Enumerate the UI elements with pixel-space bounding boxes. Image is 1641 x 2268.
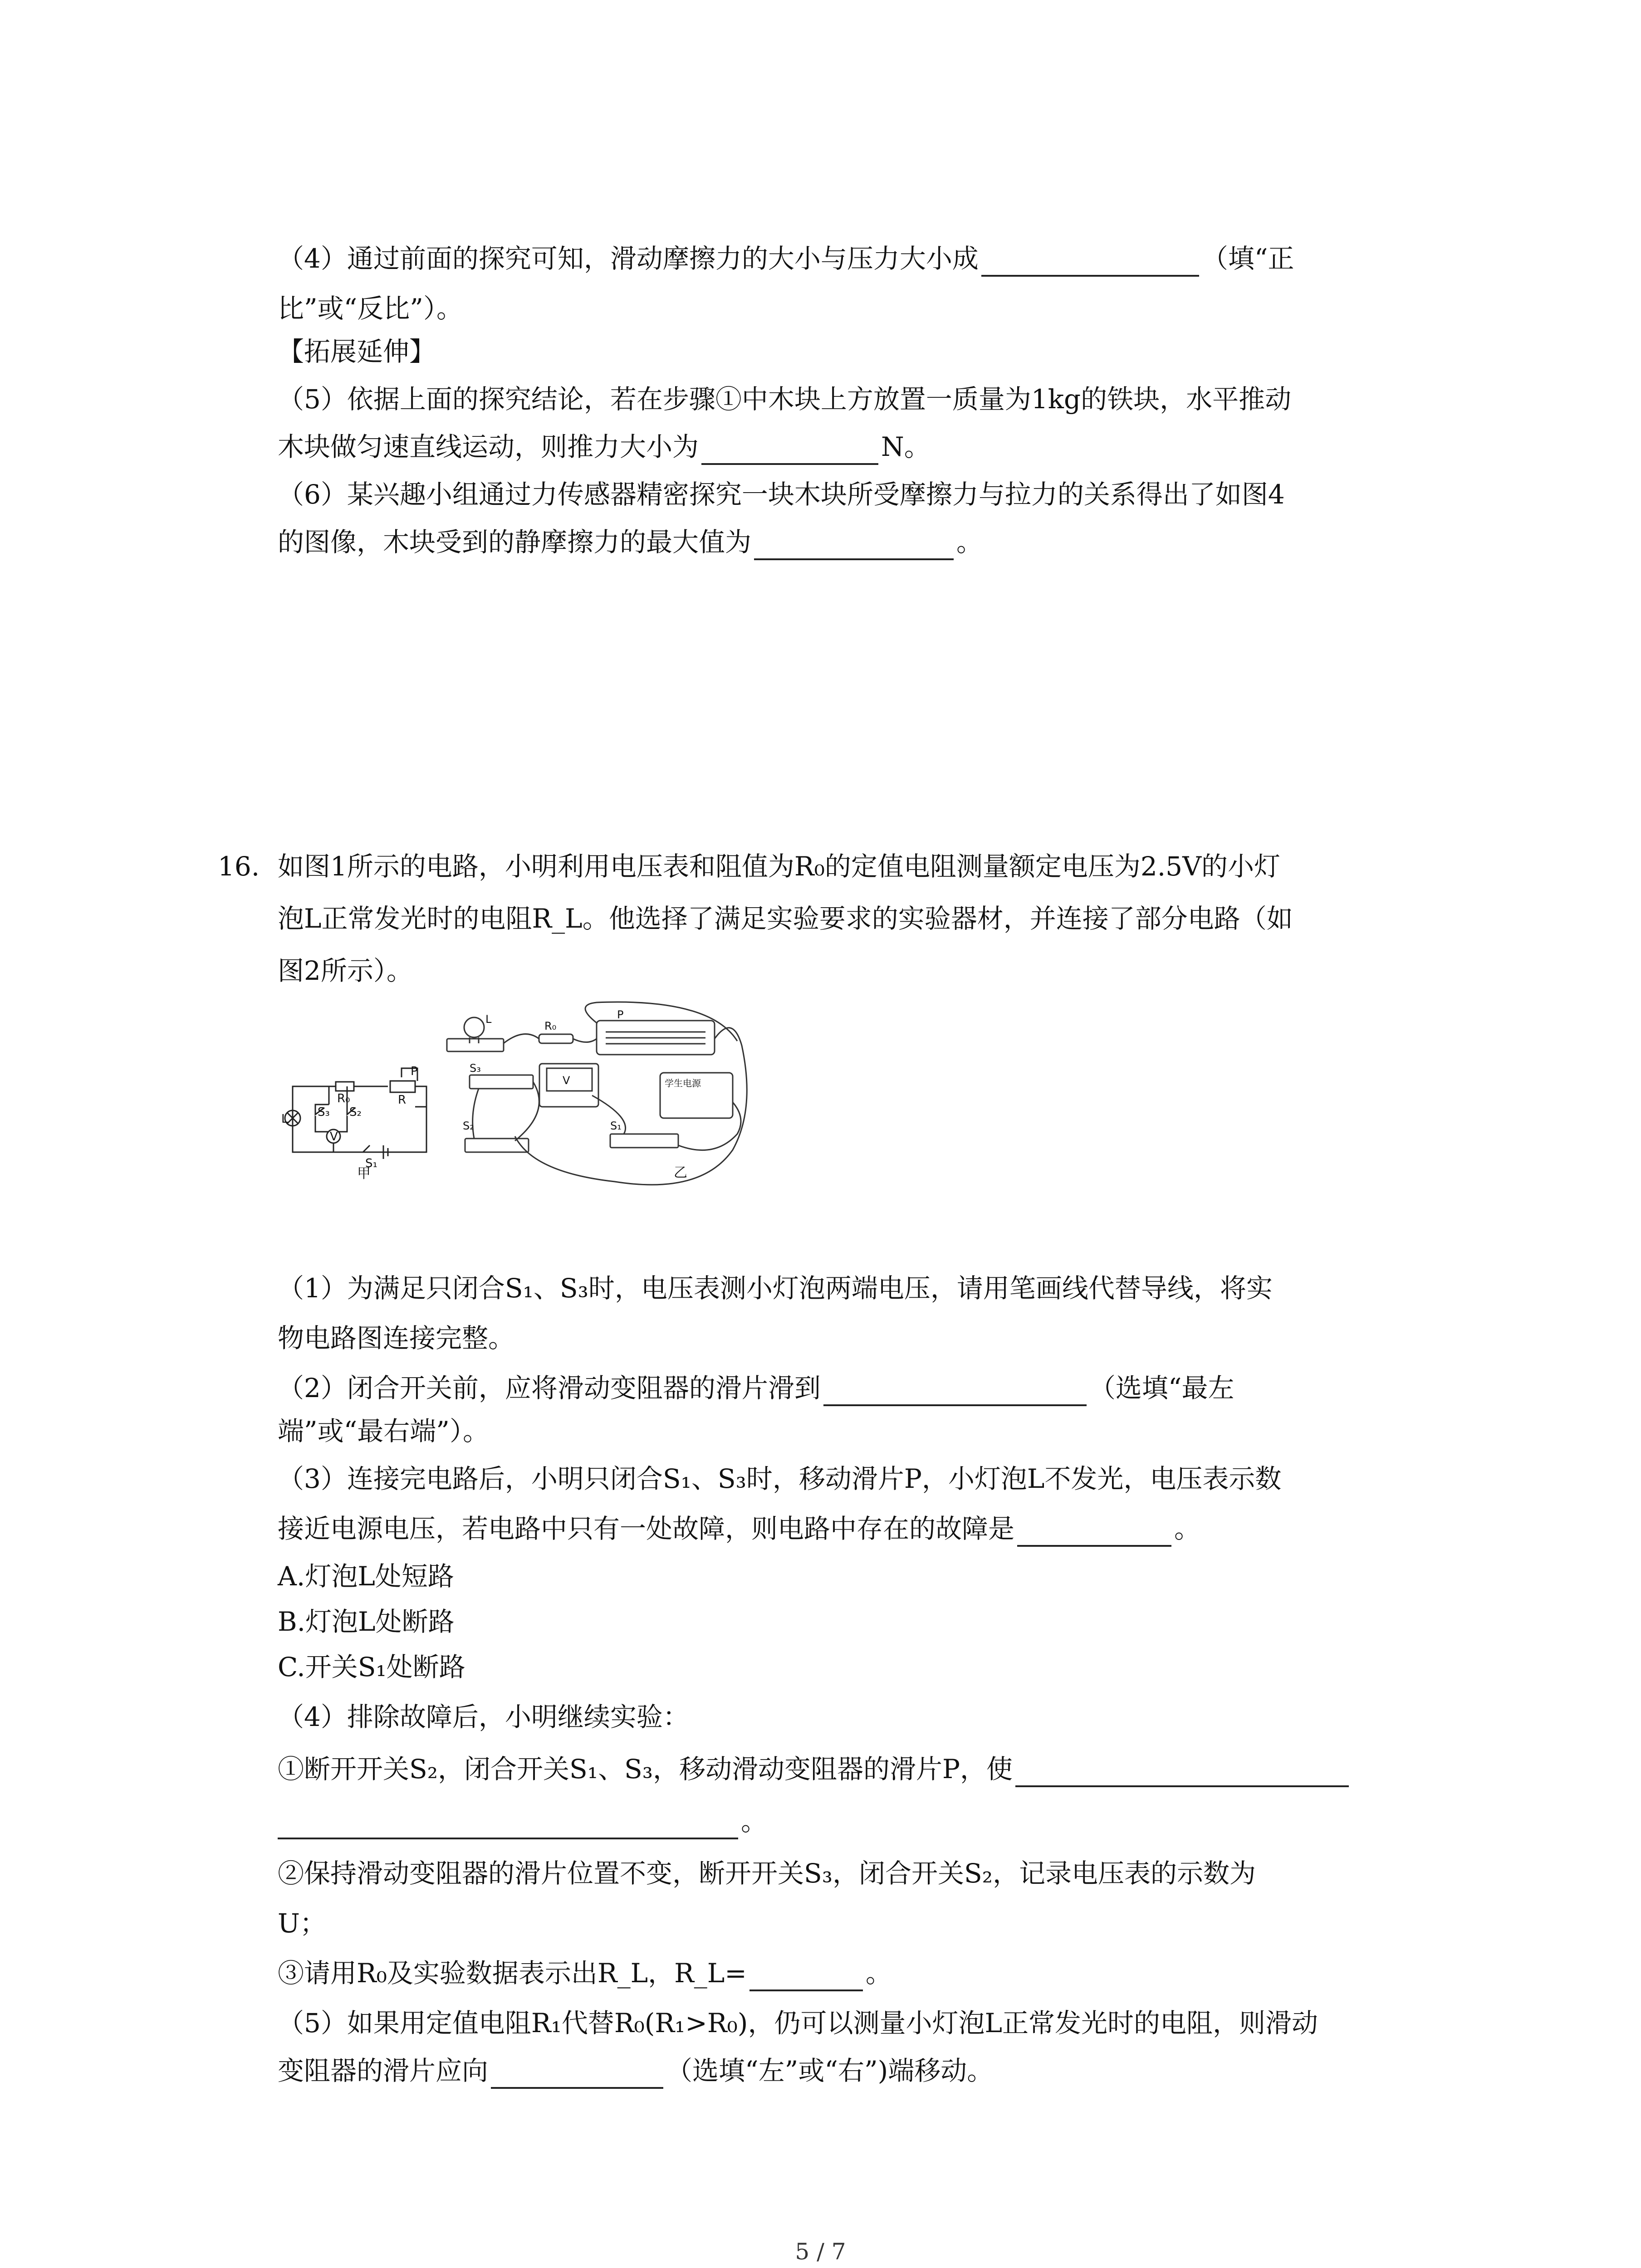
svg-text:L: L <box>485 1013 492 1026</box>
physical-labels <box>463 1008 701 1181</box>
svg-text:R₀: R₀ <box>337 1092 350 1105</box>
svg-text:V: V <box>330 1130 338 1144</box>
q16-part5-line1: （5）如果用定值电阻R₁代替R₀(R₁>R₀)，仍可以测量小灯泡L正常发光时的电阻，则滑动 <box>278 2008 1318 2038</box>
q16-intro-line3: 图2所示）。 <box>278 955 413 986</box>
option-b: B.灯泡L处断路 <box>278 1606 455 1637</box>
answer-blank[interactable] <box>981 247 1199 277</box>
q16-part2-line1: （2）闭合开关前，应将滑动变阻器的滑片滑到 （选填“最左 <box>278 1370 1234 1406</box>
extension-heading: 【拓展延伸】 <box>278 336 436 367</box>
page-number: 5 / 7 <box>795 2239 846 2265</box>
answer-blank[interactable] <box>823 1376 1087 1406</box>
q15-part5-line1: （5）依据上面的探究结论，若在步骤①中木块上方放置一质量为1kg的铁块，水平推动 <box>278 384 1292 415</box>
svg-text:R₀: R₀ <box>544 1020 557 1032</box>
q16-step1-line1: ①断开开关S₂，闭合开关S₁、S₃，移动滑动变阻器的滑片P，使 <box>278 1751 1352 1787</box>
answer-blank[interactable] <box>749 1961 863 1991</box>
q15-part6-line1: （6）某兴趣小组通过力传感器精密探究一块木块所受摩擦力与拉力的关系得出了如图4 <box>278 479 1285 510</box>
answer-blank[interactable] <box>1015 1757 1349 1787</box>
svg-text:V: V <box>563 1074 570 1087</box>
svg-text:甲: 甲 <box>357 1166 371 1182</box>
q16-step3: ③请用R₀及实验数据表示出R_L，R_L= 。 <box>278 1955 892 1991</box>
q15-part4-line2: 比”或“反比”）。 <box>278 293 463 324</box>
answer-blank[interactable] <box>278 1809 738 1839</box>
option-a: A.灯泡L处短路 <box>278 1561 454 1592</box>
q16-part3-line2: 接近电源电压，若电路中只有一处故障，则电路中存在的故障是 。 <box>278 1510 1200 1547</box>
q16-step2-line2: U； <box>278 1908 326 1939</box>
answer-blank[interactable] <box>491 2059 663 2089</box>
svg-text:L: L <box>281 1112 288 1126</box>
svg-text:S₃: S₃ <box>470 1062 481 1075</box>
q16-part1-line2: 物电路图连接完整。 <box>278 1323 515 1354</box>
physical-circuit <box>447 1002 747 1185</box>
svg-text:R: R <box>398 1093 407 1107</box>
svg-text:S₁: S₁ <box>610 1119 622 1132</box>
option-c: C.开关S₁处断路 <box>278 1652 465 1682</box>
answer-blank[interactable] <box>754 530 954 560</box>
q15-part4-line1: （4）通过前面的探究可知，滑动摩擦力的大小与压力大小成 （填“正 <box>278 240 1294 277</box>
svg-text:P: P <box>411 1065 418 1078</box>
q15-part5-line2: 木块做匀速直线运动，则推力大小为 N。 <box>278 429 931 465</box>
answer-blank[interactable] <box>1017 1517 1171 1547</box>
q16-part1-line1: （1）为满足只闭合S₁、S₃时，电压表测小灯泡两端电压，请用笔画线代替导线，将实 <box>278 1273 1273 1304</box>
question-number: 16. <box>218 851 260 882</box>
q16-part2-line2: 端”或“最右端”）。 <box>278 1416 489 1447</box>
q16-part4-heading: （4）排除故障后，小明继续实验： <box>278 1701 689 1732</box>
q16-step2-line1: ②保持滑动变阻器的滑片位置不变，断开开关S₃，闭合开关S₂，记录电压表的示数为 <box>278 1858 1256 1889</box>
q15-part6-line2: 的图像，木块受到的静摩擦力的最大值为 。 <box>278 524 983 560</box>
svg-text:S₃: S₃ <box>318 1105 330 1119</box>
q16-intro-line2: 泡L正常发光时的电阻R_L。他选择了满足实验要求的实验器材，并连接了部分电路（如 <box>278 903 1293 934</box>
q16-part3-line1: （3）连接完电路后，小明只闭合S₁、S₃时，移动滑片P，小灯泡L不发光，电压表示数 <box>278 1463 1282 1494</box>
svg-text:S₂: S₂ <box>463 1119 474 1132</box>
q16-intro-line1: 如图1所示的电路，小明利用电压表和阻值为R₀的定值电阻测量额定电压为2.5V的小灯 <box>278 851 1280 882</box>
svg-text:S₁: S₁ <box>365 1157 377 1170</box>
svg-text:P: P <box>617 1008 624 1021</box>
svg-text:S₂: S₂ <box>349 1105 362 1119</box>
answer-blank[interactable] <box>701 435 878 465</box>
svg-text:乙: 乙 <box>674 1165 687 1181</box>
q16-step1-line2: 。 <box>278 1803 767 1839</box>
q16-part5-line2: 变阻器的滑片应向 （选填“左”或“右”)端移动。 <box>278 2053 993 2089</box>
circuit-figure <box>279 1000 844 1268</box>
svg-text:学生电源: 学生电源 <box>665 1078 701 1089</box>
